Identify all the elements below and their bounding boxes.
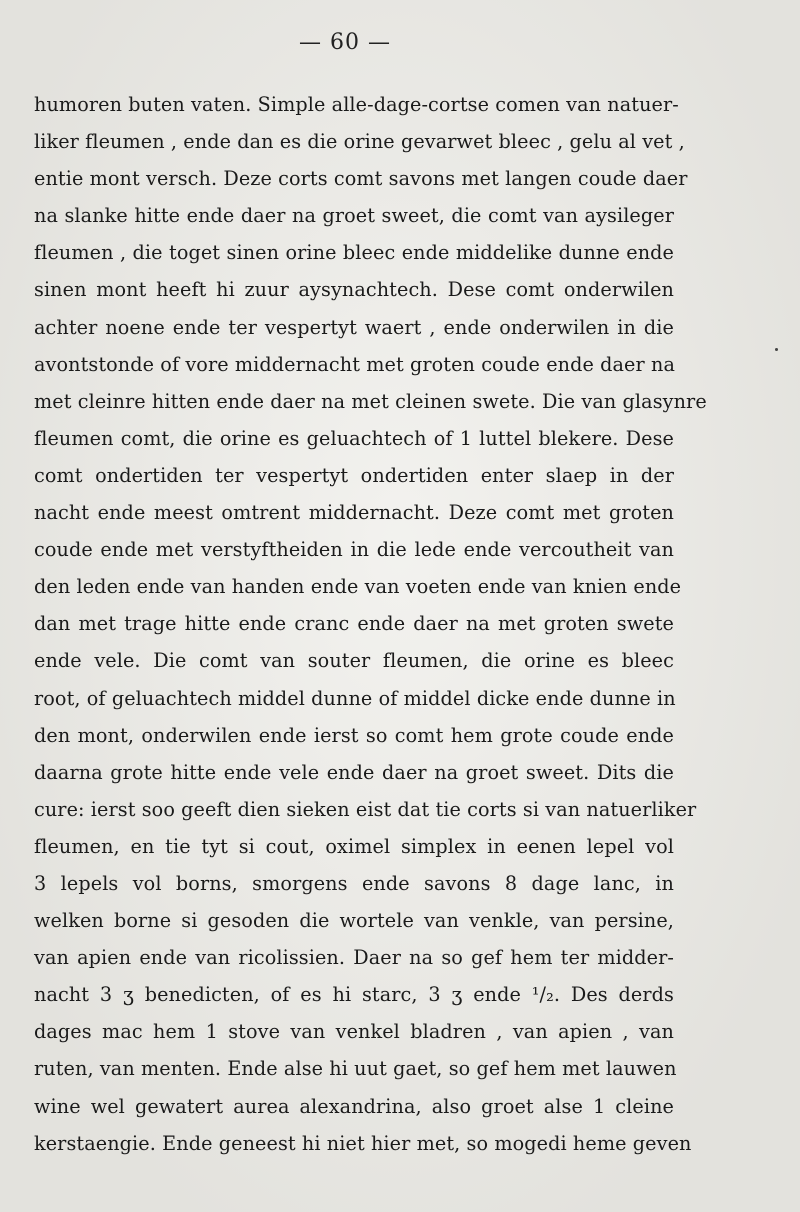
page-number: — 60 — (299, 30, 391, 55)
text-line: dages mac hem 1 stove van venkel bladren , van apien , van (34, 1020, 674, 1044)
text-line: entie mont versch. Deze corts comt savons met langen coude daer (34, 167, 688, 191)
text-line: achter noene ende ter vespertyt waert , ende onderwilen in die (34, 315, 674, 339)
text-line: fleumen, en tie tyt si cout, oximel simplex in eenen lepel vol (34, 834, 674, 858)
text-line: fleumen , die toget sinen orine bleec ende middelike dunne ende (34, 241, 674, 265)
text-line: root, of geluachtech middel dunne of middel dicke ende dunne in (34, 686, 676, 710)
text-line: coude ende met verstyftheiden in die lede ende vercoutheit van (34, 538, 674, 562)
text-line: 3 lepels vol borns, smorgens ende savons 8 dage lanc, in (34, 871, 674, 895)
text-line: kerstaengie. Ende geneest hi niet hier met, so mogedi heme geven (34, 1131, 692, 1155)
text-line: comt ondertiden ter vespertyt ondertiden enter slaep in der (34, 463, 674, 487)
text-line: avontstonde of vore middernacht met groten coude ende daer na (34, 352, 675, 376)
text-line: ende vele. Die comt van souter fleumen, die orine es bleec (34, 649, 674, 673)
text-line: wine wel gewatert aurea alexandrina, also groet alse 1 cleine (34, 1094, 674, 1118)
text-line: den leden ende van handen ende van voeten ende van knien ende (34, 575, 682, 599)
text-line: daarna grote hitte ende vele ende daer na groet sweet. Dits die (34, 760, 674, 784)
text-line: met cleinre hitten ende daer na met cleinen swete. Die van glasynre (34, 389, 707, 413)
text-line: dan met trage hitte ende cranc ende daer na met groten swete (34, 612, 674, 636)
text-line: welken borne si gesoden die wortele van venkle, van persine, (34, 909, 674, 933)
body-text (34, 86, 707, 1162)
text-line: cure: ierst soo geeft dien sieken eist dat tie corts si van natuerliker (34, 797, 697, 821)
text-line: sinen mont heeft hi zuur aysynachtech. Dese comt onderwilen (34, 278, 674, 302)
text-line: van apien ende van ricolissien. Daer na so gef hem ter midder- (34, 946, 674, 970)
text-line: fleumen comt, die orine es geluachtech of 1 luttel blekere. Dese (34, 426, 674, 450)
text-line: na slanke hitte ende daer na groet sweet, die comt van aysileger (34, 204, 674, 228)
text-line: humoren buten vaten. Simple alle-dage-cortse comen van natuer- (34, 93, 679, 116)
text-line: den mont, onderwilen ende ierst so comt hem grote coude ende (34, 723, 674, 747)
text-line: nacht 3 ʒ benedicten, of es hi starc, 3 ʒ ende ¹/₂. Des derds (34, 983, 674, 1007)
text-line: liker fleumen , ende dan es die orine gevarwet bleec , gelu al vet , (34, 130, 685, 154)
text-line: ruten, van menten. Ende alse hi uut gaet, so gef hem met lauwen (34, 1057, 677, 1081)
text-line: nacht ende meest omtrent middernacht. Deze comt met groten (34, 501, 674, 525)
page-speck (775, 348, 778, 351)
